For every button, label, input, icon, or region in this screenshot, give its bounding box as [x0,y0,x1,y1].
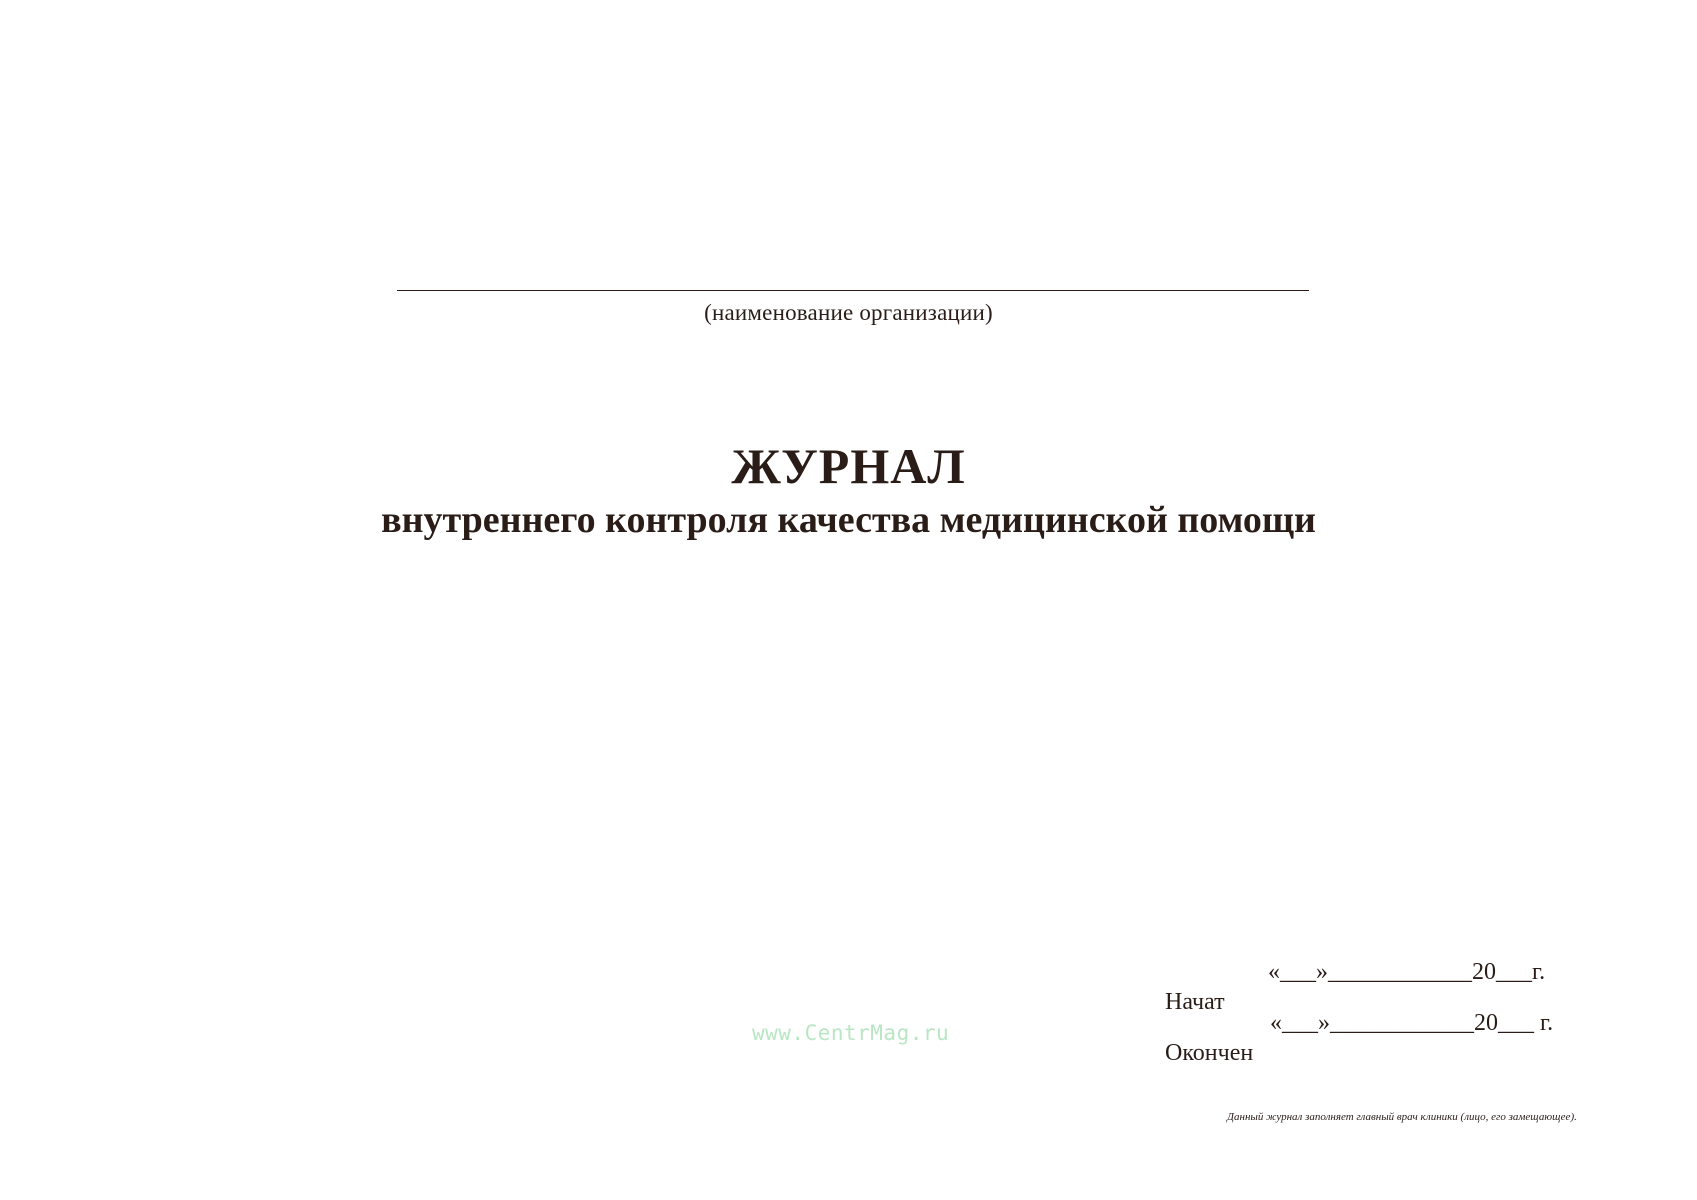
organization-caption: (наименование организации) [704,300,993,325]
watermark-url: www.CentrMag.ru [752,1021,950,1045]
finished-date-blank: «___»____________20___ г. [1270,1010,1554,1036]
footnote: Данный журнал заполняет главный врач клиники (лицо, его замещающее). [1227,1111,1577,1123]
document-title: ЖУРНАЛ [731,438,966,494]
started-date-blank: «___»____________20___г. [1268,959,1546,985]
finished-label: Окончен [1165,1040,1254,1066]
document-subtitle: внутреннего контроля качества медицинской помощи [381,499,1316,541]
organization-name-line [397,290,1309,291]
finished-date-row [1153,1008,1554,1098]
started-label: Начат [1165,989,1225,1015]
